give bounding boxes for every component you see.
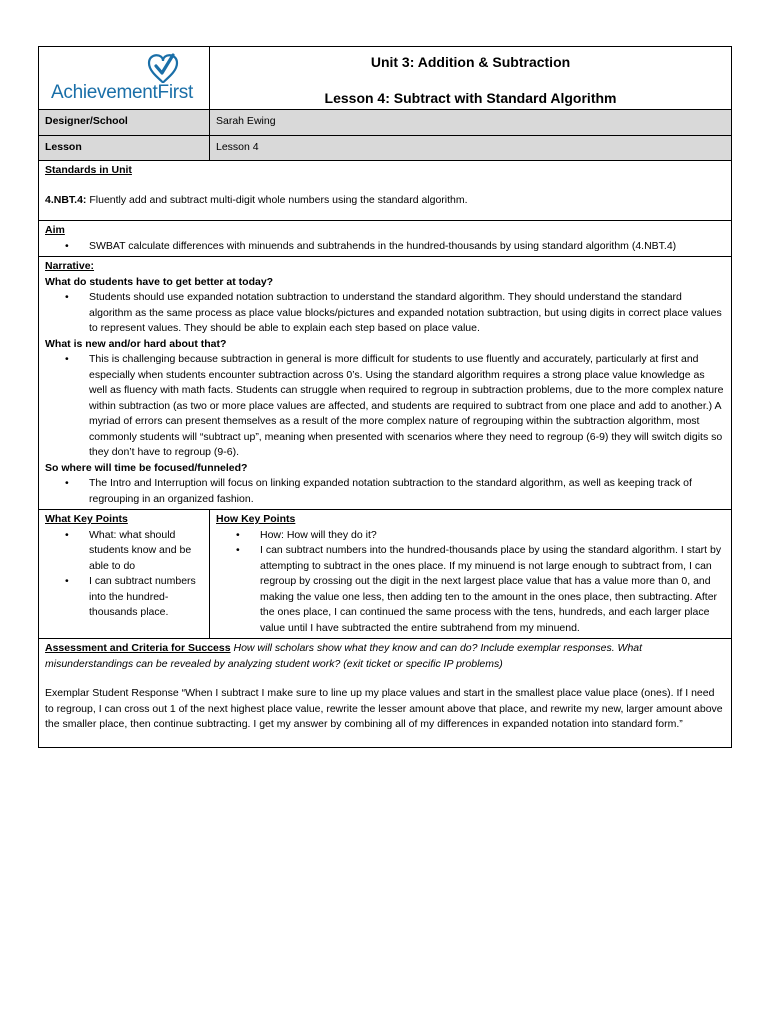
exemplar-response: Exemplar Student Response “When I subtract I make sure to line up my place values and start in the smallest place value place (ones). If I need to regroup, I can cross out 1 of the next highest place value, rewrite the lesser amount above that place, and rewrite my new, larger amount above the smaller place, then continue subtracting. I get my answer by combining all of my differences in expanded notation into standard form.” xyxy=(45,687,723,730)
narrative-answer-2: • This is challenging because subtraction in general is more difficult for students to use fluently and accurately, particularly at first and especially when students encounter subtraction across 0’s. Using the standard algorithm requires a strong place value knowledge as well as fluency with math facts. Students can struggle when required to regroup in subtraction problems, due to the more complex nature within subtraction (as two or more place values are affected, and students are required to subtract from one place and add to another.) A myriad of errors can present themselves as a result of the more complex nature of regrouping within the subtraction algorithm, most commonly students will “subtract up”, meaning when presented with scenarios where they need to regroup (6-9) they will switch digits so they don’t have to regroup (9-6). xyxy=(89,352,725,461)
standards-heading: Standards in Unit xyxy=(45,164,132,176)
narrative-section xyxy=(39,257,732,510)
lesson-label: Lesson xyxy=(39,135,210,161)
standards-section xyxy=(39,161,732,221)
standard-code: 4.NBT.4: xyxy=(45,193,87,206)
narrative-heading: Narrative: xyxy=(45,260,95,272)
what-key-points-section xyxy=(39,510,210,639)
assessment-prompt: How will scholars show what they know and can do? Include exemplar responses. What misunderstandings can be revealed by analyzing student work? (exit ticket or specific IP problems) xyxy=(45,642,643,670)
what-key-point-item: • I can subtract numbers into the hundred-thousands place. xyxy=(89,574,203,621)
lesson-plan-table xyxy=(38,46,732,748)
narrative-question-1: What do students have to get better at today? xyxy=(45,275,274,288)
narrative-answer-1: • Students should use expanded notation subtraction to understand the standard algorithm. They should understand the standard algorithm as the same process as place value blocks/pictures and expanded notation subtraction, but using digits in correct place values to represent values. They should be able to explain each step based on place value. xyxy=(89,290,725,337)
lesson-title: Lesson 4: Subtract with Standard Algorithm xyxy=(324,90,617,106)
how-key-point-item: • How: How will they do it? xyxy=(260,528,725,544)
assessment-heading-line xyxy=(45,641,725,672)
assessment-heading: Assessment and Criteria for Success xyxy=(45,642,231,654)
lesson-plan-document xyxy=(38,46,731,748)
designer-value: Sarah Ewing xyxy=(210,110,732,136)
lesson-value: Lesson 4 xyxy=(210,135,732,161)
narrative-question-3: So where will time be focused/funneled? xyxy=(45,461,248,474)
how-key-point-item: • I can subtract numbers into the hundred-thousands place by using the standard algorithm. I start by attempting to subtract in the ones place. If my minuend is not large enough to subtract from, I can regroup by crossing out the digit in the next largest place value that has a value more than 0, and making the value one less, then adding ten to the amount in the ones place, then subtracting. After the ones place, I can continued the same process with the tens, hundreds, and each larger place value until I have subtracted the entire subtrahend from my minuend. xyxy=(260,543,725,636)
title-cell xyxy=(210,47,732,110)
logo-text: AchievementFirst xyxy=(51,82,193,103)
designer-label: Designer/School xyxy=(39,110,210,136)
aim-section xyxy=(39,221,732,257)
aim-heading: Aim xyxy=(45,224,65,236)
what-key-point-item: • What: what should students know and be able to do xyxy=(89,528,203,575)
aim-bullet: • SWBAT calculate differences with minuends and subtrahends in the hundred-thousands by using standard algorithm (4.NBT.4) xyxy=(89,239,725,255)
logo-cell xyxy=(39,47,210,110)
standards-text xyxy=(45,193,725,209)
narrative-question-2: What is new and/or hard about that? xyxy=(45,337,227,350)
standard-description: Fluently add and subtract multi-digit whole numbers using the standard algorithm. xyxy=(86,193,468,206)
how-key-points-heading: How Key Points xyxy=(216,513,296,525)
assessment-section xyxy=(39,639,732,748)
narrative-answer-3: • The Intro and Interruption will focus on linking expanded notation subtraction to the standard algorithm, as well as keeping track of regrouping in an organized fashion. xyxy=(89,476,725,507)
unit-title: Unit 3: Addition & Subtraction xyxy=(370,54,571,70)
how-key-points-section xyxy=(210,510,732,639)
what-key-points-heading: What Key Points xyxy=(45,513,128,525)
